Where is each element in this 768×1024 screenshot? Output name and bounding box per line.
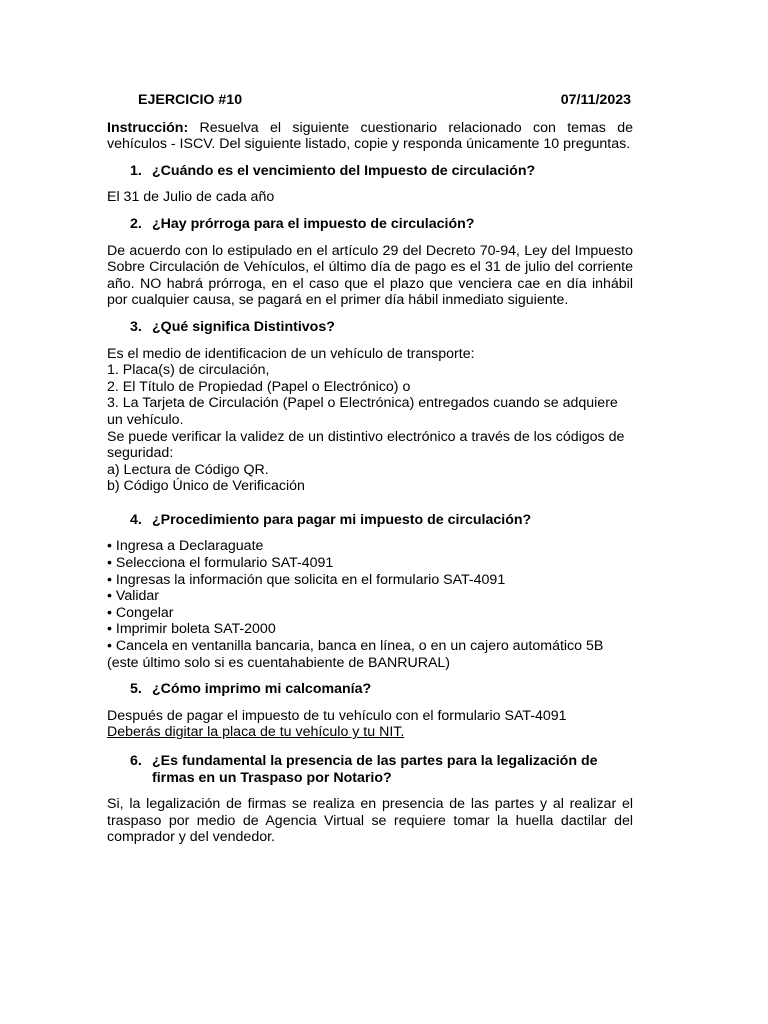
exercise-title: EJERCICIO #10 [138,92,243,108]
answer-1: El 31 de Julio de cada año [107,189,275,206]
list-item: • Validar [107,588,160,605]
exercise-date: 07/11/2023 [560,92,631,108]
question-5: 5. ¿Cómo imprimo mi calcomanía? [130,681,372,698]
answer-4 [107,538,633,671]
underlined-instruction: Deberás digitar la placa de tu vehículo y tu NIT. [107,724,405,741]
question-4: 4. ¿Procedimiento para pagar mi impuesto de circulación? [130,511,532,528]
question-3: 3. ¿Qué significa Distintivos? [130,318,335,335]
instruction-label: Instrucción: [107,119,189,136]
answer-3: Es el medio de identificacion de un vehículo de transporte: 1. Placa(s) de circulación, 2. El Título de Propiedad (Papel o Electrónico) o 3. La Tarjeta de Circulación (Papel o Electrónica) entregados cuando se adquiere un vehículo. Se puede verificar la validez de un distintivo electrónico a través de los códigos de seguridad: a) Lectura de Código QR. b) Código Único de Verificación [107,345,625,495]
instruction-text: Resuelva el siguiente cuestionario relacionado con temas de vehículos - ISCV. Del siguiente listado, copie y responda únicamente 10 preguntas. [107,119,633,153]
document-header [107,92,633,109]
question-6: 6. ¿Es fundamental la presencia de las partes para la legalización de firmas en un Traspaso por Notario? [130,753,598,786]
answer-5: Después de pagar el impuesto de tu vehículo con el formulario SAT-4091 Deberás digitar la placa de tu vehículo y tu NIT. [107,707,567,741]
list-item: • Imprimir boleta SAT-2000 [107,621,276,638]
question-2: 2. ¿Hay prórroga para el impuesto de circulación? [130,215,475,232]
list-item: • Selecciona el formulario SAT-4091 [107,555,334,572]
list-item: • Cancela en ventanilla bancaria, banca en línea, o en un cajero automático 5B (este último solo si es cuentahabiente de BANRURAL) [107,638,604,671]
list-item: • Ingresas la información que solicita en el formulario SAT-4091 [107,571,506,588]
answer-6: Si, la legalización de firmas se realiza en presencia de las partes y al realizar el traspaso por medio de Agencia Virtual se requiere tomar la huella dactilar del comprador y del vendedor. [107,796,633,846]
list-item: • Congelar [107,604,174,621]
instruction-paragraph [107,120,633,153]
question-1: 1. ¿Cuándo es el vencimiento del Impuesto de circulación? [130,162,536,179]
answer-2: De acuerdo con lo estipulado en el artículo 29 del Decreto 70-94, Ley del Impuesto Sobre Circulación de Vehículos, el último día de pago es el 31 de julio del corriente año. NO habrá prórroga, en el caso que el plazo que venciera cae en día inhábil por cualquier causa, se pagará en el primer día hábil inmediato siguiente. [107,242,633,309]
list-item: • Ingresa a Declaraguate [107,538,264,555]
document-page [107,92,633,846]
